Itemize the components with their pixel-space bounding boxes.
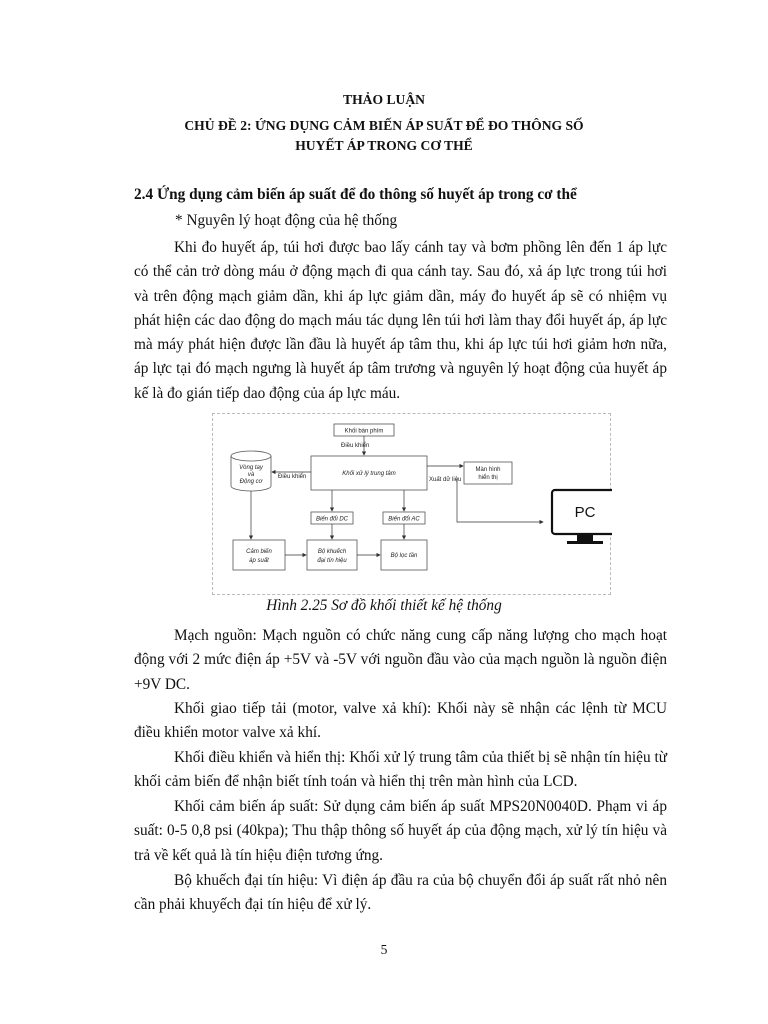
page-number: 5: [380, 942, 388, 957]
intro-paragraph: Khi đo huyết áp, túi hơi được bao lấy cánh tay và bơm phồng lên đến 1 áp lực có thể cản trở dòng máu ở động mạch đi qua cánh tay. Sau đó, xả áp lực trong túi hơi và trên động mạch giảm dần, khi áp lực giảm dần, máy đo huyết áp sẽ có nhiệm vụ phát hiện các dao động do mạch máu tác dụng lên túi hơi làm thay đổi huyết áp, áp lực mà máy phát hiện được lần đầu là huyết áp tâm thu, khi áp lực túi hơi giảm hơn nữa, áp lực tại đó mạch ngưng là huyết áp tâm trương và nguyên lý hoạt động của huyết áp kế là đo gián tiếp dao động của áp lực máu.: [134, 239, 667, 402]
topic-title-continued: HUYẾT ÁP TRONG CƠ THỂ: [295, 138, 473, 153]
principle-label: * Nguyên lý hoạt động của hệ thống: [175, 212, 398, 229]
document-title: THẢO LUẬN: [343, 92, 425, 107]
amplifier-block: [307, 540, 357, 570]
amp-label-2: đại tín hiệu: [317, 558, 347, 564]
load-interface-paragraph: Khối giao tiếp tải (motor, valve xả khí): Khối này sẽ nhận các lệnh từ MCU điều khiển motor valve xả khí.: [134, 700, 667, 742]
control-display-paragraph: Khối điều khiển và hiển thị: Khối xử lý trung tâm của thiết bị sẽ nhận tín hiệu từ khối cảm biến để nhận biết tính toán và hiển thị trên màn hình của LCD.: [134, 749, 667, 791]
display-label-1: Màn hình: [475, 467, 501, 473]
figure-caption: Hình 2.25 Sơ đồ khối thiết kế hệ thống: [266, 597, 502, 614]
pressure-sensor-paragraph: Khối cảm biến áp suất: Sử dụng cảm biến áp suất MPS20N0040D. Phạm vi áp suất: 0-5 0,8 psi (40kpa); Thu thập thông số huyết áp của động mạch, xử lý tín hiệu và trả về kết quả là tín hiệu điện tương ứng.: [134, 798, 667, 864]
cuff-label-1: Vòng tay: [239, 465, 263, 471]
topic-title: CHỦ ĐỀ 2: ỨNG DỤNG CẢM BIẾN ÁP SUẤT ĐỂ ĐO THÔNG SỐ: [184, 118, 584, 133]
control-label-top: Điều khiển: [341, 443, 370, 449]
pressure-sensor-block: [233, 540, 285, 570]
dc-converter-label: Biến đổi DC: [315, 516, 349, 523]
arrow-data-pc: [457, 478, 543, 522]
section-heading: 2.4 Ứng dụng cảm biến áp suất để đo thông số huyết áp trong cơ thể: [134, 186, 577, 203]
amp-label-1: Bộ khuếch: [317, 549, 347, 555]
ac-converter-label: Biến đổi AC: [388, 516, 420, 523]
sensor-label-2: áp suất: [249, 558, 269, 564]
control-label-left: Điều khiển: [278, 474, 307, 480]
cpu-label: Khối xử lý trung tâm: [342, 471, 396, 477]
filter-label: Bộ lọc tần: [390, 553, 418, 559]
system-block-diagram: [212, 413, 611, 595]
display-label-2: hiển thị: [478, 475, 498, 481]
keypad-label: Khối bàn phím: [344, 428, 384, 435]
sensor-label-1: Cảm biến: [246, 549, 272, 555]
amplifier-paragraph: Bộ khuếch đại tín hiệu: Vì điện áp đầu ra của bộ chuyển đổi áp suất rất nhỏ nên cần phải khuyếch đại tín hiệu để xử lý.: [134, 872, 667, 914]
cuff-label-2: và: [247, 472, 255, 478]
power-circuit-paragraph: Mạch nguồn: Mạch nguồn có chức năng cung cấp năng lượng cho mạch hoạt động với 2 mức điện áp +5V và -5V với nguồn đầu vào của mạch nguồn là nguồn điện +9V DC.: [134, 627, 667, 693]
data-out-label: Xuất dữ liệu: [429, 477, 462, 483]
pc-label: PC: [574, 504, 596, 521]
cuff-motor-block: [231, 451, 271, 491]
cuff-label-3: Động cơ: [239, 479, 263, 485]
